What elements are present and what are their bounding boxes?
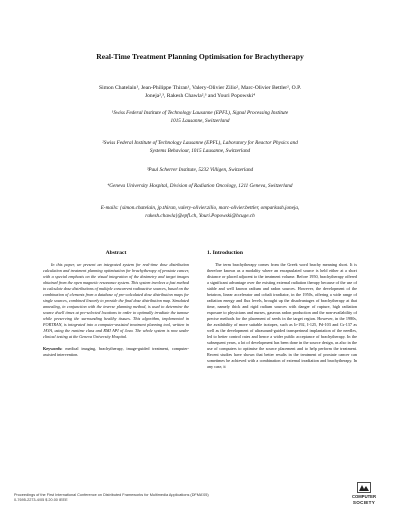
affiliation-line: 1015 Lausanne, Switzerland — [170, 117, 230, 124]
computer-society-logo-icon — [357, 482, 371, 493]
affiliation-line: ¹Swiss Federal Institute of Technology Lausanne (EPFL), Signal Processing Institute — [111, 110, 289, 116]
affiliation-line: ²Swiss Federal Institute of Technology Lausanne (EPFL), Laboratory for Reactor Physics and — [102, 140, 298, 146]
affiliation-3: ³Paul Scherrer Institute, 5232 Villigen, Switzerland — [146, 167, 254, 173]
abstract-text: In this paper, we present an integrated system for real-time dose distribution calculation and treatment planning optimisation for brachytherapy of prostate cancer, with a special emphasis on the visual integration of the dosimetry and target images obtained from the open magnetic resonance system. This system involves a fast method to calculate dose distributions of multiple concurrent radioactive sources, based on the combination of elements from a database of pre-calculated dose distribution maps for single sources, combined linearly to provide the final dose distribution map. Simulated annealing, in conjunction with the inverse planning method, is used to determine the source dwell times at pre-selected locations in order to optimally irradiate the tumour while preserving the surrounding healthy tissues. This algorithm, implemented in FORTRAN, is integrated into a computer-assisted treatment planning tool, written in JAVA, using the runtime class and RMI API of Java. The whole system is now under clinical testing at the Geneva University Hospital. — [43, 262, 189, 339]
author-line: Joneja²,³, Rakesh Chawla²,³ and Youri Popowski⁴ — [144, 93, 256, 100]
abstract-heading: Abstract — [105, 250, 127, 256]
author-line: Simon Chatelain¹, Jean-Philippe Thiran¹, Valery-Olivier Zilio², Marc-Olivier Bettler², O.P. — [99, 85, 301, 91]
keywords-text: medical imaging, brachytherapy, image-guided treatment, computer-assisted intervention. — [43, 346, 189, 357]
keywords-label: Keywords: — [43, 346, 63, 351]
right-column — [207, 250, 357, 370]
author-list — [30, 84, 370, 100]
affiliation-2 — [30, 140, 370, 155]
logo-text: COMPUTER — [352, 494, 376, 499]
footer-line: Proceedings of the First International Conference on Distributed Frameworks for Multimedia Applications (DFMA'05) — [14, 493, 209, 497]
computer-society-logo — [345, 482, 383, 512]
affiliation-line: Systems Behaviour, 1015 Lausanne, Switzerland — [149, 147, 251, 154]
introduction-text: The term brachytherapy comes from the Greek word brachy meaning short. It is therefore known as a modality where an encapsulated source is held either at a short distance or placed adjacent to the treatment volume. Before 1950, brachytherapy offered a significant advantage over the existing external radiation therapy because of the use of stable and well known radium and radon sources. However, the development of the betatron, linear accelerator and cobalt irradiator, in the 1950s, offering a wide range of radiation energy and flux levels, brought up the disadvantages of brachytherapy at that time, namely thick and rigid radium sources with danger of rupture, high radiation exposure to physicians and nurses, gaseous radon production and the non-availability of precise methods for the placement of seeds in the target region. However, in the 1980s, the availability of more suitable isotopes, such as Ir-192, I-125, Pd-103 and Cs-137 as well as the development of ultrasound-guided transperineal implantation of the needles, led to better control rates and hence a wider public acceptance of brachytherapy. In the subsequent years, a lot of development has been done in the source design, as also in the use of computers to optimise the source placement and to help perform the treatment. Recent studies have shown that better results in the treatment of prostate cancer can sometimes be achieved with a combination of external irradiation and brachytherapy. In any case, it — [207, 262, 357, 369]
introduction-heading: 1. Introduction — [207, 250, 243, 256]
keywords — [43, 346, 189, 358]
email-line: E-mails: {simon.chatelain, jp.thiran, valery-olivier.zilio, marc-olivier.bettler, omparkash.joneja, — [100, 205, 300, 211]
left-column — [43, 250, 189, 358]
paper-title: Real-Time Treatment Planning Optimisation for Brachytherapy — [96, 52, 304, 61]
proceedings-footer — [14, 493, 209, 503]
email-list — [30, 205, 370, 220]
logo-text: SOCIETY — [352, 500, 376, 505]
affiliation-4: ⁴Geneva University Hospital, Division of Radiation Oncology, 1211 Geneva, Switzerland — [107, 183, 293, 189]
footer-line: 0-7695-2273-4/05 $ 20.00 IEEE — [14, 498, 68, 502]
email-line: rakesh.chawla}@epfl.ch, Youri.Popowski@hcuge.ch — [145, 212, 255, 219]
affiliation-1 — [30, 110, 370, 125]
